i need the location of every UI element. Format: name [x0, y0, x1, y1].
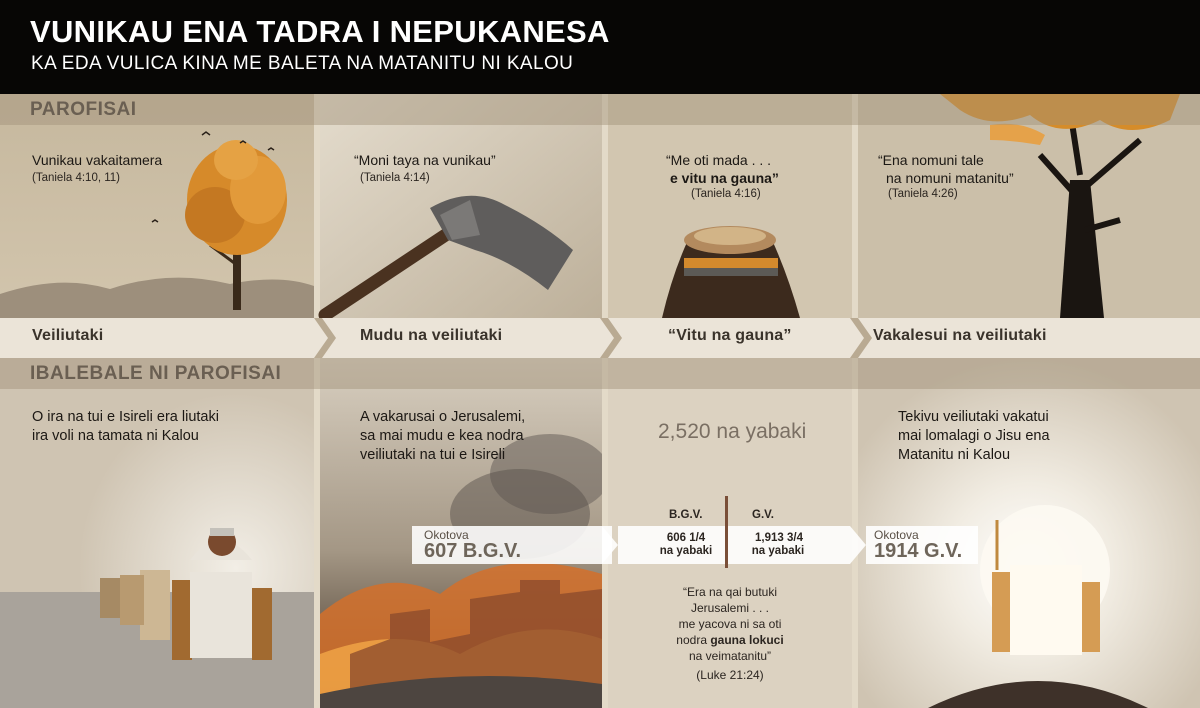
prophecy-ref-1: (Taniela 4:10, 11)	[32, 172, 121, 184]
tree-stump-illustration	[662, 226, 800, 318]
chevron-right-icon	[600, 318, 622, 358]
timeline-start-month: Okotova	[424, 528, 469, 542]
chevron-right-icon	[314, 318, 336, 358]
fulfillment-text-1a: O ira na tui e Isireli era liutaki	[32, 409, 219, 425]
prophecy-text-3a: “Me oti mada . . .	[666, 152, 772, 168]
prophecy-banner	[0, 94, 1200, 125]
prophecy-text-4b: na nomuni matanitu”	[886, 170, 1014, 186]
bar-label-3: “Vitu na gauna”	[668, 327, 792, 344]
page-title: VUNIKAU ENA TADRA I NEPUKANESA	[30, 14, 610, 49]
prophecy-heading: PAROFISAI	[30, 99, 137, 120]
fulfillment-heading: IBALEBALE NI PAROFISAI	[30, 363, 282, 384]
timeline-start-year: 607 B.G.V.	[424, 540, 522, 562]
page-subtitle: KA EDA VULICA KINA ME BALETA NA MATANITU NI KALOU	[31, 53, 574, 74]
timeline-end-month: Okotova	[874, 528, 919, 542]
fulfillment-text-2b: sa mai mudu e kea nodra	[360, 428, 524, 444]
prophecy-ref-2: (Taniela 4:14)	[360, 172, 430, 184]
bar-label-1: Veiliutaki	[32, 327, 104, 344]
quote-ref: (Luke 21:24)	[696, 668, 764, 682]
years-before: 606 1/4	[666, 532, 706, 544]
quote-line-2: Jerusalemi . . .	[690, 601, 770, 615]
years-before-unit: na yabaki	[659, 545, 713, 557]
years-after: 1,913 3/4	[755, 532, 803, 544]
quote-emphasis: gauna lokuci	[710, 633, 784, 647]
quote-line-5: na veimatanitu”	[688, 649, 772, 663]
fulfillment-text-2a: A vakarusai o Jerusalemi,	[360, 409, 526, 425]
fulfillment-text-1b: ira voli na tamata ni Kalou	[32, 428, 199, 444]
years-after-unit: na yabaki	[751, 545, 805, 557]
prophecy-ref-4: (Taniela 4:26)	[888, 188, 958, 200]
fulfillment-text-4b: mai lomalagi o Jisu ena	[898, 428, 1050, 444]
timeline-arrow-icon	[850, 526, 866, 564]
bar-label-4: Vakalesui na veiliutaki	[873, 327, 1047, 344]
prophecy-text-1: Vunikau vakaitamera	[32, 152, 163, 168]
prophecy-ref-3: (Taniela 4:16)	[691, 188, 761, 200]
restored-tree-illustration	[940, 94, 1180, 318]
chevron-right-icon	[850, 318, 872, 358]
bar-label-2: Mudu na veiliutaki	[360, 327, 503, 344]
fulfillment-banner	[0, 358, 1200, 389]
fulfillment-text-4a: Tekivu veiliutaki vakatui	[898, 409, 1049, 425]
timeline-end-year: 1914 G.V.	[874, 540, 963, 562]
quote-line-4-pre: nodra	[676, 633, 707, 647]
quote-line-3: me yacova ni sa oti	[678, 617, 782, 631]
quote-line-1: “Era na qai butuki	[682, 585, 778, 599]
prophecy-text-3b: e vitu na gauna”	[670, 170, 779, 186]
era-after-label: G.V.	[752, 509, 774, 521]
fulfillment-text-2c: veiliutaki na tui e Isireli	[360, 447, 506, 463]
kings-illustration	[100, 528, 272, 660]
heavenly-king-illustration	[980, 505, 1110, 655]
years-count: 2,520 na yabaki	[658, 420, 807, 443]
prophecy-text-2: “Moni taya na vunikau”	[354, 152, 496, 168]
tree-illustration	[152, 132, 287, 310]
timeline-arrow-icon	[602, 526, 618, 564]
axe-illustration	[325, 196, 573, 315]
fulfillment-text-4c: Matanitu ni Kalou	[898, 447, 1011, 463]
era-before-label: B.G.V.	[669, 509, 703, 521]
era-divider	[725, 496, 728, 568]
prophecy-text-4a: “Ena nomuni tale	[878, 152, 984, 168]
quote-line-4	[640, 633, 820, 649]
